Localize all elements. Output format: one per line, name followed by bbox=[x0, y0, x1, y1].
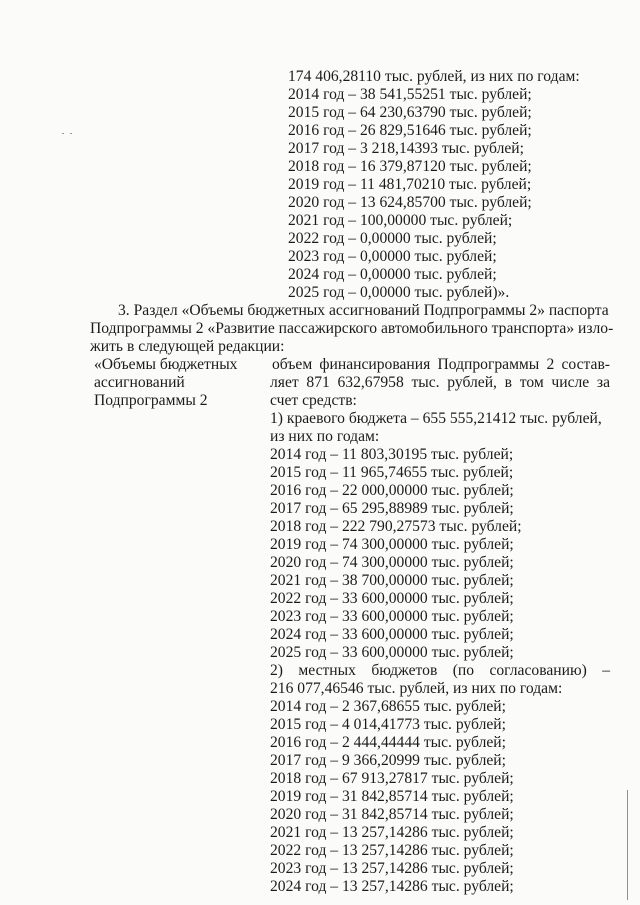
section3-line-3: жить в следующей редакции: bbox=[90, 338, 285, 355]
top-year-2019: 2019 год – 11 481,70210 тыс. рублей; bbox=[288, 176, 532, 193]
regional-year-2019: 2019 год – 74 300,00000 тыс. рублей; bbox=[270, 536, 514, 553]
top-year-2015: 2015 год – 64 230,63790 тыс. рублей; bbox=[288, 104, 532, 121]
local-year-2018: 2018 год – 67 913,27817 тыс. рублей; bbox=[270, 770, 514, 787]
local-year-2023: 2023 год – 13 257,14286 тыс. рублей; bbox=[270, 860, 514, 877]
regional-header-1: 1) краевого бюджета – 655 555,21412 тыс. рублей, bbox=[270, 410, 602, 427]
local-year-2024: 2024 год – 13 257,14286 тыс. рублей; bbox=[270, 878, 514, 895]
local-header-1: 2) местных бюджетов (по согласованию) – bbox=[270, 662, 610, 679]
label-line-3: Подпрограммы 2 bbox=[94, 392, 208, 409]
local-year-2021: 2021 год – 13 257,14286 тыс. рублей; bbox=[270, 824, 514, 841]
regional-year-2020: 2020 год – 74 300,00000 тыс. рублей; bbox=[270, 554, 514, 571]
regional-header-2: из них по годам: bbox=[270, 428, 380, 445]
regional-year-2022: 2022 год – 33 600,00000 тыс. рублей; bbox=[270, 590, 514, 607]
regional-year-2024: 2024 год – 33 600,00000 тыс. рублей; bbox=[270, 626, 514, 643]
regional-year-2017: 2017 год – 65 295,88989 тыс. рублей; bbox=[270, 500, 514, 517]
local-year-2016: 2016 год – 2 444,44444 тыс. рублей; bbox=[270, 734, 506, 751]
regional-year-2023: 2023 год – 33 600,00000 тыс. рублей; bbox=[270, 608, 514, 625]
local-header-2: 216 077,46546 тыс. рублей, из них по годам: bbox=[270, 680, 563, 697]
intro-line: 174 406,28110 тыс. рублей, из них по годам: bbox=[288, 68, 580, 85]
section3-line-1: 3. Раздел «Объемы бюджетных ассигнований Подпрограммы 2» паспорта bbox=[118, 302, 609, 319]
label-line-1: «Объемы бюджетных bbox=[94, 356, 238, 373]
local-year-2022: 2022 год – 13 257,14286 тыс. рублей; bbox=[270, 842, 514, 859]
local-year-2020: 2020 год – 31 842,85714 тыс. рублей; bbox=[270, 806, 514, 823]
local-year-2019: 2019 год – 31 842,85714 тыс. рублей; bbox=[270, 788, 514, 805]
financing-line-2: ляет 871 632,67958 тыс. рублей, в том числе за bbox=[270, 374, 610, 391]
top-year-2023: 2023 год – 0,00000 тыс. рублей; bbox=[288, 248, 497, 265]
top-year-2025: 2025 год – 0,00000 тыс. рублей)». bbox=[288, 284, 510, 301]
scan-speck bbox=[62, 133, 64, 134]
scan-edge-line bbox=[627, 790, 628, 900]
regional-year-2015: 2015 год – 11 965,74655 тыс. рублей; bbox=[270, 464, 514, 481]
top-year-2017: 2017 год – 3 218,14393 тыс. рублей; bbox=[288, 140, 524, 157]
scan-speck bbox=[70, 133, 72, 134]
top-year-2014: 2014 год – 38 541,55251 тыс. рублей; bbox=[288, 86, 532, 103]
top-year-2020: 2020 год – 13 624,85700 тыс. рублей; bbox=[288, 194, 532, 211]
local-year-2014: 2014 год – 2 367,68655 тыс. рублей; bbox=[270, 698, 506, 715]
top-year-2021: 2021 год – 100,00000 тыс. рублей; bbox=[288, 212, 513, 229]
top-year-2016: 2016 год – 26 829,51646 тыс. рублей; bbox=[288, 122, 532, 139]
local-year-2015: 2015 год – 4 014,41773 тыс. рублей; bbox=[270, 716, 506, 733]
section3-line-2: Подпрограммы 2 «Развитие пассажирского автомобильного транспорта» изло- bbox=[90, 320, 614, 337]
regional-year-2018: 2018 год – 222 790,27573 тыс. рублей; bbox=[270, 518, 522, 535]
label-line-2: ассигнований bbox=[94, 374, 185, 391]
top-year-2022: 2022 год – 0,00000 тыс. рублей; bbox=[288, 230, 497, 247]
regional-year-2016: 2016 год – 22 000,00000 тыс. рублей; bbox=[270, 482, 514, 499]
regional-year-2014: 2014 год – 11 803,30195 тыс. рублей; bbox=[270, 446, 514, 463]
financing-line-1: объем финансирования Подпрограммы 2 состав- bbox=[272, 356, 610, 373]
local-year-2017: 2017 год – 9 366,20999 тыс. рублей; bbox=[270, 752, 506, 769]
financing-line-3: счет средств: bbox=[270, 392, 357, 409]
regional-year-2025: 2025 год – 33 600,00000 тыс. рублей; bbox=[270, 644, 514, 661]
top-year-2024: 2024 год – 0,00000 тыс. рублей; bbox=[288, 266, 497, 283]
top-year-2018: 2018 год – 16 379,87120 тыс. рублей; bbox=[288, 158, 532, 175]
regional-year-2021: 2021 год – 38 700,00000 тыс. рублей; bbox=[270, 572, 514, 589]
